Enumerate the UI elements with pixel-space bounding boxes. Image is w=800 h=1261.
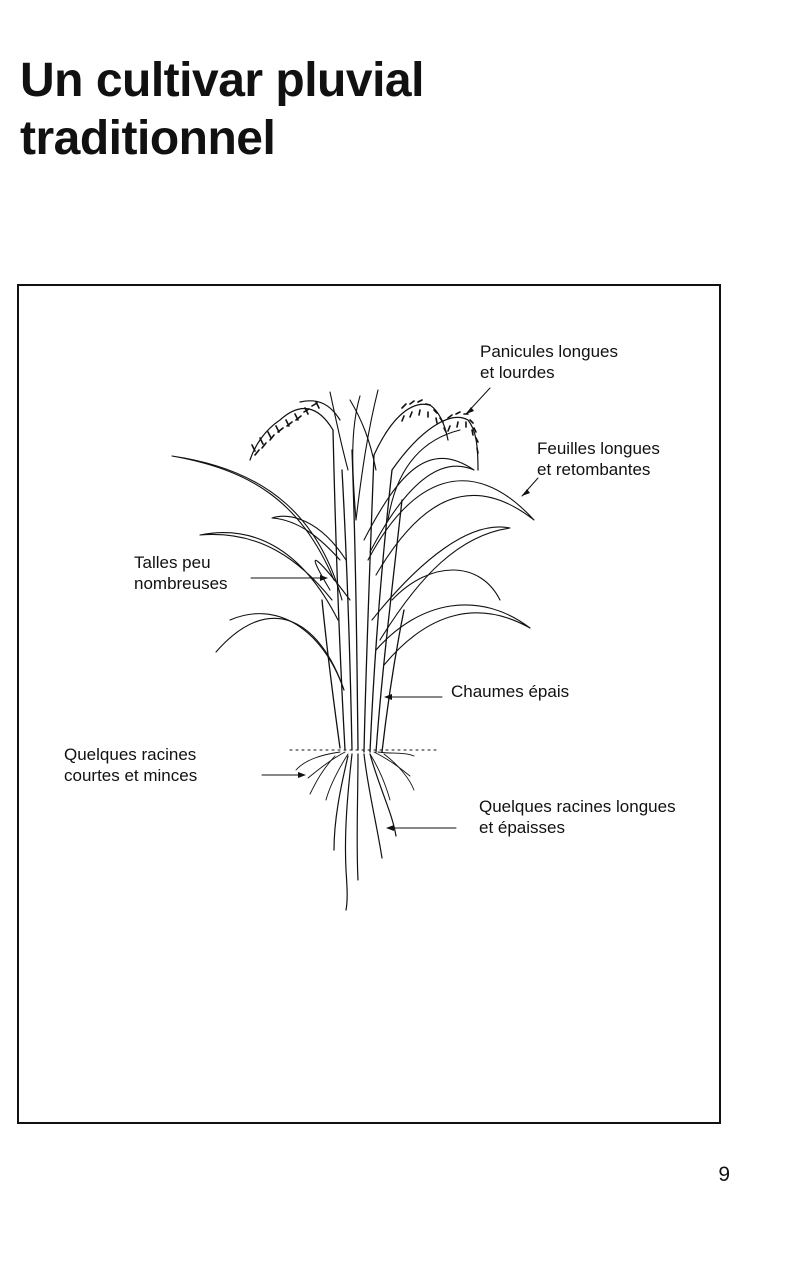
short-roots-group [296,752,414,800]
page-title-line-1: Un cultivar pluvial [20,54,424,107]
label-panicles-line-2: et lourdes [480,363,555,382]
label-long-roots-line-2: et épaisses [479,818,565,837]
label-short-roots-line-1: Quelques racines [64,745,197,764]
panicle-grains [252,400,478,455]
label-culms [451,681,569,702]
page-title-line-2: traditionnel [20,112,276,165]
label-panicles [480,341,618,383]
culms-group [322,430,404,752]
page-number: 9 [718,1163,730,1186]
leader-lines [251,388,538,828]
label-tillers [134,552,228,594]
label-panicles-line-1: Panicules longues [480,342,618,361]
long-roots-group [334,754,396,910]
label-long-roots-line-1: Quelques racines longues [479,797,676,816]
label-leaves [537,438,660,480]
label-culms-line-1: Chaumes épais [451,682,570,701]
label-tillers-line-2: nombreuses [134,574,228,593]
label-long-roots [479,796,676,838]
label-short-roots [64,744,197,786]
leaves-group [172,390,534,690]
label-leaves-line-1: Feuilles longues [537,439,660,458]
label-short-roots-line-2: courtes et minces [64,766,198,785]
label-tillers-line-1: Talles peu [134,553,211,572]
label-leaves-line-2: et retombantes [537,460,651,479]
